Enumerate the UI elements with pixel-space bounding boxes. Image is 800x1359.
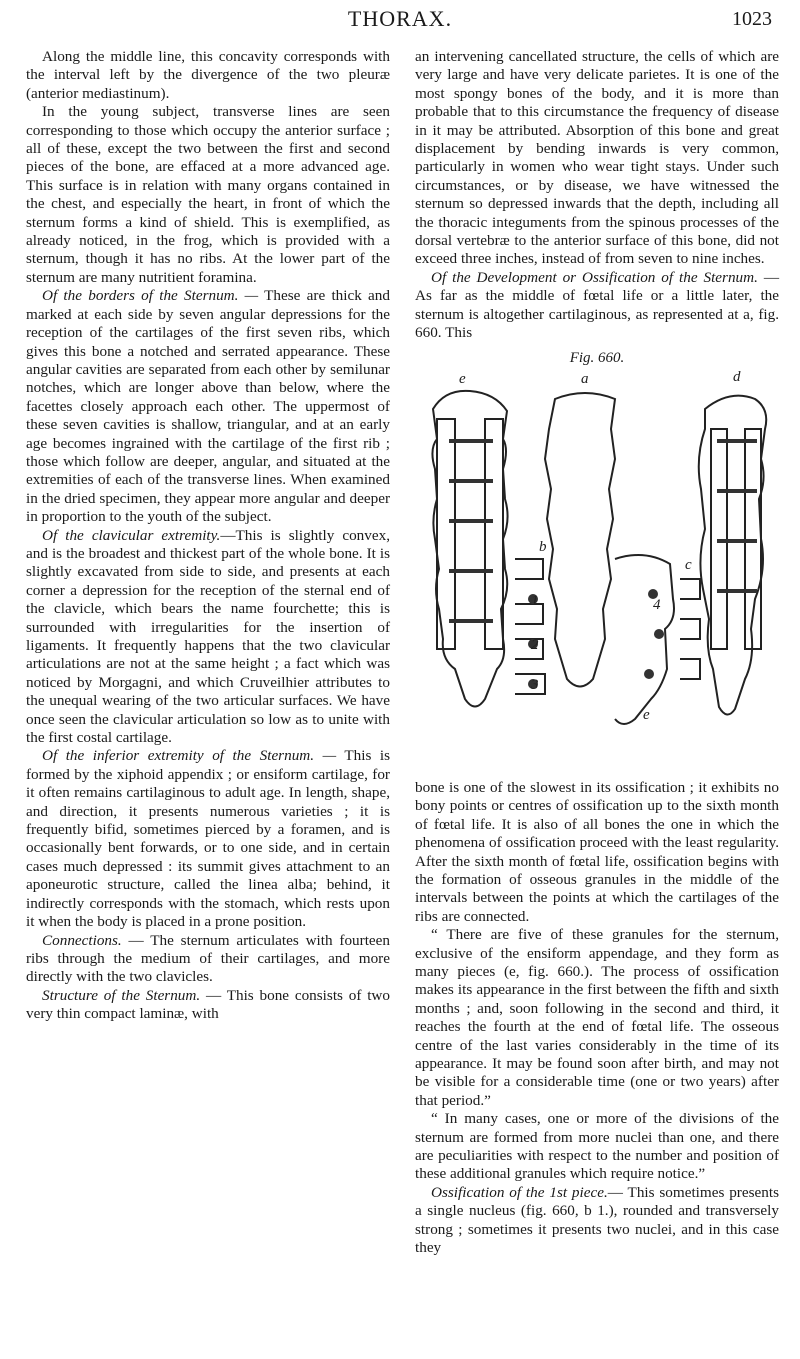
section-heading: Of the clavicular extremity.: [42, 526, 221, 544]
right-column-bottom: [415, 779, 779, 1258]
paragraph: [26, 987, 390, 1024]
paragraph-text: These are thick and marked at each side by seven angular depressions for the reception of the cartilages of the first seven ribs, which gives this bone a notched and serrated appearance. These angular cavities are separated from each other by semilunar notches, which are longer above than below, where the facettes closely approach each other. The uppermost of these seven cavities is shallow, triangular, and at an early age becomes ingrained with the cartilage of the first rib ; those which follow are deeper, angular, and situated at the extremities of each of the transverse lines. When examined in the dried specimen, they appear more angular and deeper in proportion to the youth of the subject.: [26, 287, 390, 526]
figure-caption: Fig. 660.: [569, 349, 625, 366]
paragraph: bone is one of the slowest in its ossification ; it exhibits no bony points or centres of ossification up to the sixth month of fœtal life. It is also of all bones the one in which the phenomena of ossification proceed with the least regularity. After the sixth month of fœtal life, ossification begins with the formation of osseous granules in the middle of the intervals between the points at which the cartilages of the ribs are connected.: [415, 778, 779, 925]
paragraph: [415, 269, 779, 343]
section-heading: Of the inferior extremity of the Sternum. —: [42, 747, 337, 765]
section-heading: Connections.: [42, 931, 122, 949]
page-number: 1023: [732, 8, 772, 30]
paragraph: [26, 932, 390, 987]
figure-label: 4: [653, 596, 661, 613]
figure-label: 3: [531, 676, 539, 693]
section-heading: Ossification of the 1st piece.: [431, 1183, 608, 1201]
section-heading: Structure of the Sternum.: [42, 986, 201, 1004]
figure-label: d: [733, 368, 741, 385]
right-column-top: [415, 48, 779, 343]
figure-label: e: [459, 370, 466, 387]
left-column: [26, 48, 390, 1024]
paragraph: [26, 527, 390, 748]
running-title: THORAX.: [347, 6, 453, 31]
figure-label: e: [643, 706, 650, 723]
paragraph-text: This is formed by the xiphoid appendix ; or ensiform cartilage, for it often remains cartilaginous to adult age. In length, shape, and direction, it presents numerous varieties ; it is frequently bifid, sometimes pierced by a foramen, and is occasionally bent forwards, or to one side, and in certain cases much depressed : its summit gives attachment to an aponeurotic structure, called the linea alba; behind, it indirectly corresponds with the stomach, which rests upon it when the body is placed in a prone position.: [26, 747, 391, 931]
section-heading: Of the borders of the Sternum. —: [42, 287, 259, 305]
paragraph: [415, 1184, 779, 1258]
paragraph: [26, 287, 390, 526]
paragraph-text: — The sternum articulates with fourteen ribs through the medium of their cartilages, and more directly with the two clavicles.: [26, 931, 390, 986]
right-column: [415, 48, 779, 1257]
paragraph: Along the middle line, this concavity corresponds with the interval left by the divergence of the two pleuræ (anterior mediastinum).: [26, 48, 390, 102]
sternum-figure: [415, 369, 779, 773]
figure-label: c: [685, 556, 692, 573]
page-header: [0, 6, 800, 40]
paragraph: [26, 747, 390, 931]
paragraph-text: — As far as the middle of fœtal life or a little later, the sternum is altogether cartilaginous, as represented at a, fig. 660. This: [415, 268, 779, 342]
paragraph: In the young subject, transverse lines are seen corresponding to those which occupy the anterior surface ; all of these, except the two between the first and second pieces of the bone, are effaced at a more advanced age. This surface is in relation with many organs contained in the chest, and especially the heart, in front of which the sternum forms a kind of shield. This is exemplified, as already noticed, in the frog, which is provided with a sternum, though it has no ribs. At the lower part of the sternum are many nutritient foramina.: [26, 103, 390, 286]
paragraph-text: — This sometimes presents a single nucleus (fig. 660, b 1.), rounded and transversely strong ; sometimes it presents two nuclei, and in this case they: [415, 1183, 779, 1257]
figure-label: 2: [531, 636, 539, 653]
section-heading: Of the Development or Ossification of the Sternum.: [431, 268, 758, 286]
paragraph: an intervening cancellated structure, the cells of which are very large and have very delicate parietes. It is one of the most spongy bones of the body, and it is more than probable that to this circumstance the frequency of disease in it may be attributed. Absorption of this bone and great displacement by bending inwards is very common, particularly in women who wear tight stays. Under such circumstances, or by disease, we have witnessed the sternum so depressed inwards that the depth, including all the thoracic integuments from the spinous processes of the dorsal vertebræ to the anterior surface of this bone, did not exceed three inches, instead of from seven to nine inches.: [415, 48, 779, 268]
paragraph-text: —This is slightly convex, and is the broadest and thickest part of the whole bone. It is slightly excavated from side to side, and presents at each corner a depression for the reception of the sternal end of the clavicle, which bears the name fourchette; this is surrounded with irregularities for the insertion of ligaments. It frequently happens that the two clavicular articulations are not at the same height ; a fact which was noticed by Morgagni, and which Cruveilhier attributes to the unequal wearing of the two articular surfaces. We have once seen the clavicular articulation so low as to unite with the first costal cartilage.: [26, 526, 390, 747]
paragraph: “ There are five of these granules for the sternum, exclusive of the ensiform appendage, and they form as many pieces (e, fig. 660.). The process of ossification makes its appearance in the first between the fifth and sixth months ; and, soon following in the second and third, it reaches the fourth at the end of fœtal life. The osseous centre of the last varies considerably in the time of its appearance. It may be found soon after birth, and may not be visible for a considerable time (one or two years) after that period.”: [415, 926, 779, 1109]
figure-label: a: [581, 370, 589, 387]
paragraph: “ In many cases, one or more of the divisions of the sternum are formed from more nuclei than one, and there are peculiarities with respect to the number and position of these additional granules which require notice.”: [415, 1110, 779, 1183]
sternum-ossification-illustration: [415, 369, 779, 773]
figure-label: b: [539, 538, 547, 555]
paragraph-text: — This bone consists of two very thin compact laminæ, with: [26, 986, 390, 1023]
figure-label: 1: [531, 592, 539, 609]
